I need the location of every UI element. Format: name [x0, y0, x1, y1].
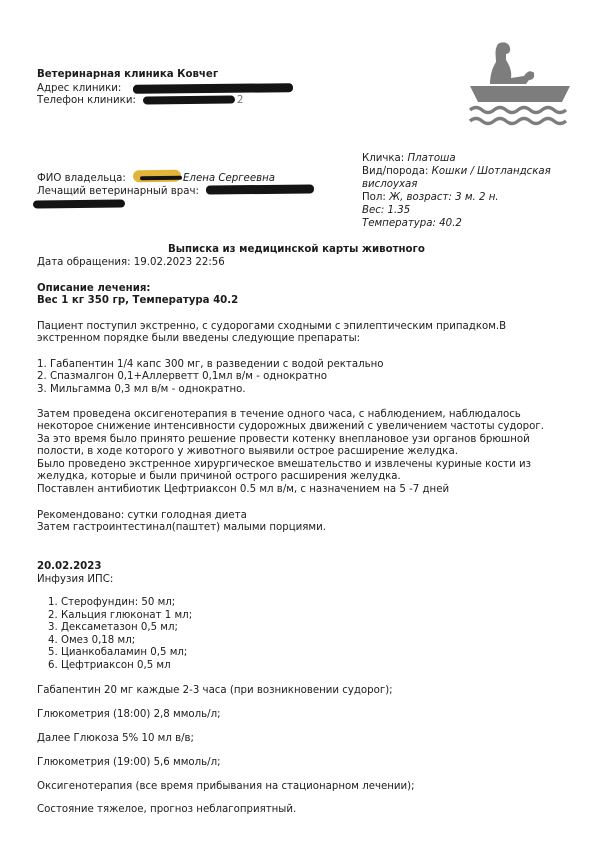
infusion-item-4: 4. Омез 0,18 мл;	[48, 635, 136, 646]
pet-sex-age: Ж, возраст: 3 м. 2 н.	[389, 192, 499, 203]
weight-temp-heading: Вес 1 кг 350 гр, Температура 40.2	[37, 295, 239, 306]
pet-temp-line	[362, 218, 462, 231]
oxygen-line-3: За это время было принято решение провести котенку внеплановое узи органов брюшной	[37, 434, 530, 445]
redaction-phone	[143, 96, 235, 105]
treatment-heading: Описание лечения:	[37, 283, 151, 294]
infusion-label: Инфузия ИПС:	[37, 574, 114, 585]
oxygen-line-5: Было проведено экстренное хирургическое вмешательство и извлечены куриные кости из	[37, 459, 531, 470]
pet-sex-age-line	[362, 192, 499, 205]
oxygen-therapy-line: Оксигенотерапия (все время прибывания на стационарном лечении);	[37, 781, 415, 792]
owner-name: Елена Сергеевна	[183, 173, 276, 184]
infusion-item-3: 3. Дексаметазон 0,5 мл;	[48, 622, 178, 633]
drug-item-1: 1. Габапентин 1/4 капс 300 мг, в разведении с водой ректально	[37, 359, 384, 370]
glucometry-2: Глюкометрия (19:00) 5,6 ммоль/л;	[37, 757, 221, 768]
redaction-owner-strike	[140, 176, 182, 180]
recommend-line-2: Затем гастроинтестинал(паштет) малыми порциями.	[37, 522, 326, 533]
oxygen-line-4: полости, в ходе которого у животного выявили острое расширение желудка.	[37, 446, 458, 457]
gabapentin-line: Габапентин 20 мг каждые 2-3 часа (при возникновении судорог);	[37, 685, 393, 696]
pet-temp: 40.2	[439, 218, 462, 229]
redaction-address	[133, 83, 293, 94]
vet-label: Лечащий ветеринарный врач:	[37, 186, 199, 197]
drug-item-2: 2. Спазмалгон 0,1+Аллерветт 0,1мл в/м - однократно	[37, 371, 327, 382]
visit-date: Дата обращения: 19.02.2023 22:56	[37, 257, 225, 268]
infusion-item-2: 2. Кальция глюконат 1 мл;	[48, 610, 193, 621]
clinic-address-label: Адрес клиники:	[37, 83, 122, 94]
infusion-item-6: 6. Цефтриаксон 0,5 мл	[48, 660, 171, 671]
intro-line-1: Пациент поступил экстренно, с судорогами сходными с эпилептическим припадком.В	[37, 321, 507, 332]
pet-breed: вислоухая	[362, 179, 418, 190]
oxygen-line-6: желудка, которые и были причиной острого расширения желудка.	[37, 471, 401, 482]
intro-line-2: экстренном порядке были введены следующие препараты:	[37, 333, 361, 344]
oxygen-line-7: Поставлен антибиотик Цефтриаксон 0.5 мл в/м, с назначением на 5 -7 дней	[37, 484, 450, 495]
drug-item-3: 3. Мильгамма 0,3 мл в/м - однократно.	[37, 384, 246, 395]
recommend-line-1: Рекомендовано: сутки голодная диета	[37, 510, 247, 521]
pet-temp-label: Температура:	[362, 218, 436, 229]
redaction-vet-line2	[33, 200, 125, 209]
clinic-phone-tail: 2	[237, 95, 244, 106]
oxygen-line-1: Затем проведена оксигенотерапия в течение одного часа, с наблюдением, наблюдалось	[37, 409, 521, 420]
document-title: Выписка из медицинской карты животного	[168, 244, 425, 255]
dog-in-boat-icon	[466, 40, 574, 130]
owner-label: ФИО владельца:	[37, 173, 126, 184]
infusion-item-1: 1. Стерофундин: 50 мл;	[48, 597, 176, 608]
pet-name-label: Кличка:	[362, 153, 405, 164]
clinic-phone-label: Телефон клиники:	[37, 95, 136, 106]
pet-name: Платоша	[407, 153, 456, 164]
redaction-vet	[206, 184, 314, 194]
second-date: 20.02.2023	[37, 561, 102, 572]
infusion-item-5: 5. Цианкобаламин 0,5 мл;	[48, 647, 188, 658]
clinic-name: Ветеринарная клиника Ковчег	[37, 69, 219, 80]
pet-species-label: Вид/порода:	[362, 166, 429, 177]
pet-species-line	[362, 166, 551, 179]
pet-weight: 1.35	[387, 205, 411, 216]
pet-name-line	[362, 153, 456, 166]
pet-weight-line	[362, 205, 410, 218]
oxygen-line-2: некоторое снижение интенсивности судорожных движений с увеличением частоты судорог.	[37, 421, 544, 432]
pet-sex-label: Пол:	[362, 192, 386, 203]
pet-species: Кошки / Шотландская	[431, 166, 551, 177]
glucose-line: Далее Глюкоза 5% 10 мл в/в;	[37, 733, 194, 744]
condition-line: Состояние тяжелое, прогноз неблагоприятный.	[37, 804, 297, 815]
glucometry-1: Глюкометрия (18:00) 2,8 ммоль/л;	[37, 709, 221, 720]
pet-weight-label: Вес:	[362, 205, 385, 216]
